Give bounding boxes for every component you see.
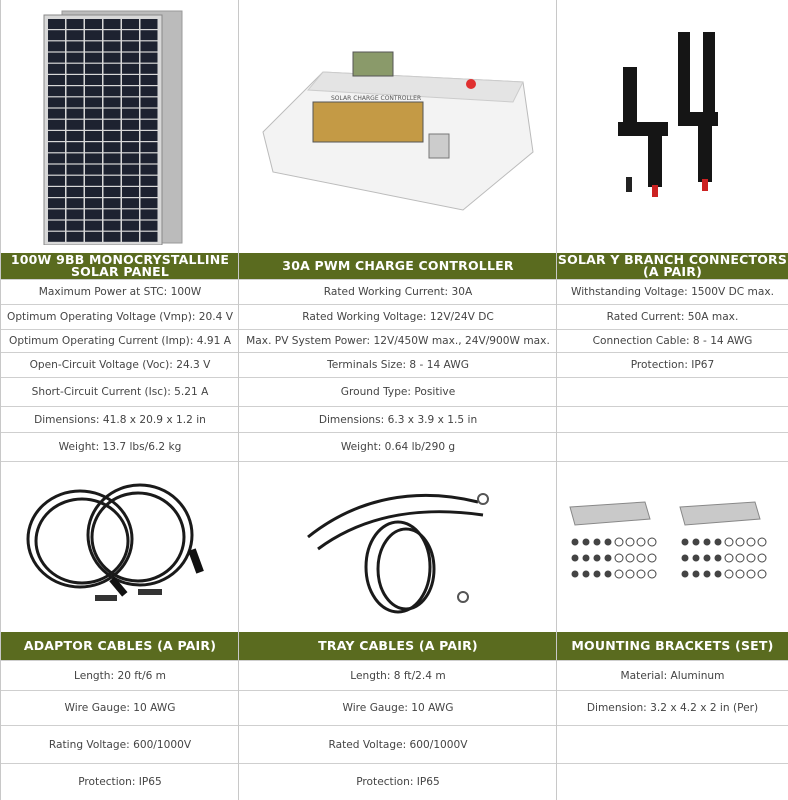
spec-row: Connection Cable: 8 - 14 AWG — [557, 329, 788, 352]
spec-row: Wire Gauge: 10 AWG — [239, 690, 557, 725]
spec-row: Wire Gauge: 10 AWG — [1, 690, 239, 725]
column-left — [0, 0, 239, 800]
spec-row: Protection: IP67 — [557, 352, 788, 377]
spec-row: Ground Type: Positive — [239, 377, 557, 406]
spec-row: Rated Working Voltage: 12V/24V DC — [239, 304, 557, 329]
spec-row: Protection: IP65 — [1, 763, 239, 800]
y-branch-title: SOLAR Y BRANCH CONNECTORS (A PAIR) — [557, 252, 788, 279]
spec-row: Rated Voltage: 600/1000V — [239, 725, 557, 763]
spec-row: Optimum Operating Current (Imp): 4.91 A — [1, 329, 239, 352]
spec-row: Optimum Operating Voltage (Vmp): 20.4 V — [1, 304, 239, 329]
spec-row: Short-Circuit Current (Isc): 5.21 A — [1, 377, 239, 406]
adaptor-cables-image — [1, 461, 239, 632]
charge-controller-title: 30A PWM CHARGE CONTROLLER — [239, 253, 557, 279]
solar-panel-image — [1, 0, 239, 253]
mounting-brackets-title: MOUNTING BRACKETS (SET) — [557, 632, 788, 660]
column-right — [556, 0, 788, 800]
spec-row: Weight: 0.64 lb/290 g — [239, 432, 557, 461]
spec-row: Dimensions: 41.8 x 20.9 x 1.2 in — [1, 406, 239, 432]
spec-row: Terminals Size: 8 - 14 AWG — [239, 352, 557, 377]
spec-row: Rated Current: 50A max. — [557, 304, 788, 329]
spec-row — [557, 763, 788, 800]
device-label: SOLAR CHARGE CONTROLLER — [331, 94, 422, 102]
spec-row: Rating Voltage: 600/1000V — [1, 725, 239, 763]
spec-row — [557, 432, 788, 461]
tray-cables-title: TRAY CABLES (A PAIR) — [239, 632, 557, 660]
charge-controller-image — [239, 0, 557, 253]
spec-row — [557, 406, 788, 432]
spec-row: Max. PV System Power: 12V/450W max., 24V/900W max. — [239, 329, 557, 352]
y-branch-connectors-image — [557, 0, 788, 253]
spec-row: Dimensions: 6.3 x 3.9 x 1.5 in — [239, 406, 557, 432]
column-middle — [238, 0, 557, 800]
adaptor-cables-title: ADAPTOR CABLES (A PAIR) — [1, 632, 239, 660]
spec-row: Protection: IP65 — [239, 763, 557, 800]
spec-row: Rated Working Current: 30A — [239, 279, 557, 304]
spec-row: Withstanding Voltage: 1500V DC max. — [557, 279, 788, 304]
spec-row: Dimension: 3.2 x 4.2 x 2 in (Per) — [557, 690, 788, 725]
spec-row: Material: Aluminum — [557, 660, 788, 690]
mounting-brackets-image — [557, 461, 788, 632]
spec-row: Open-Circuit Voltage (Voc): 24.3 V — [1, 352, 239, 377]
spec-row: Length: 20 ft/6 m — [1, 660, 239, 690]
solar-panel-title: 100W 9BB MONOCRYSTALLINE SOLAR PANEL — [1, 253, 239, 279]
spec-row — [557, 377, 788, 406]
spec-row — [557, 725, 788, 763]
spec-row: Maximum Power at STC: 100W — [1, 279, 239, 304]
spec-row: Weight: 13.7 lbs/6.2 kg — [1, 432, 239, 461]
tray-cables-image — [239, 461, 557, 632]
spec-row: Length: 8 ft/2.4 m — [239, 660, 557, 690]
